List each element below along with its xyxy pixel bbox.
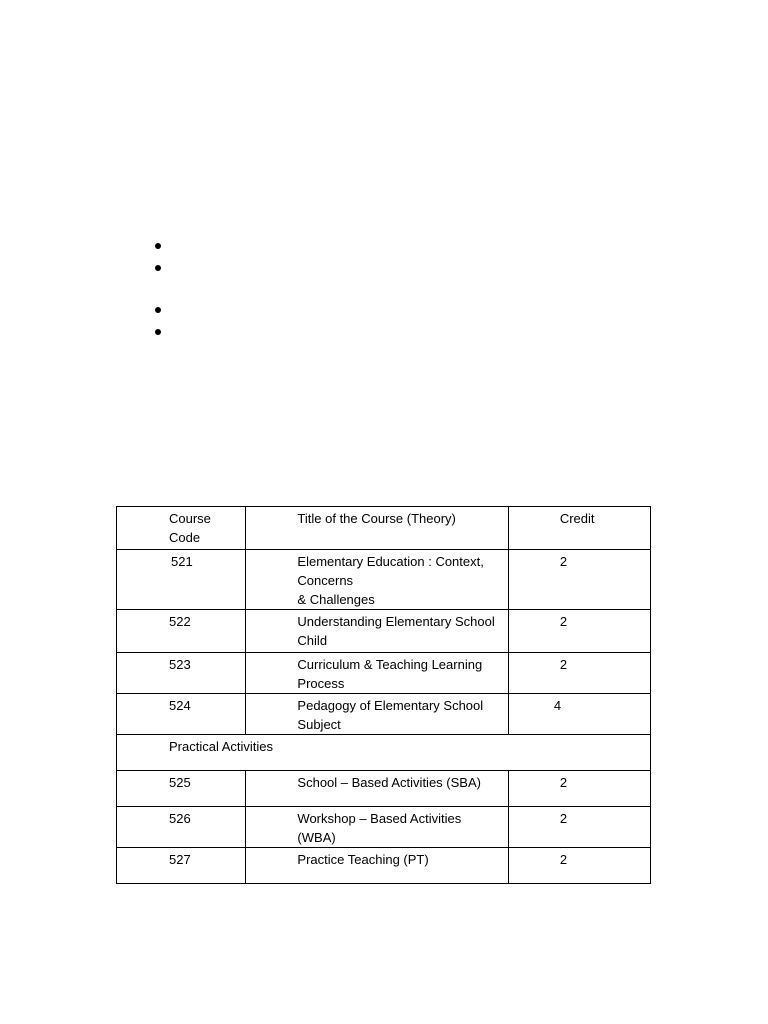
table-header-row	[117, 507, 651, 550]
table-row	[117, 807, 651, 848]
course-code-cell: 522	[117, 610, 246, 653]
credit-cell: 2	[508, 848, 650, 884]
bullet-point	[155, 307, 161, 313]
table-row	[117, 653, 651, 694]
header-course-title: Title of the Course (Theory)	[246, 507, 508, 550]
credit-cell: 4	[508, 694, 650, 735]
course-code-cell: 527	[117, 848, 246, 884]
table-row	[117, 771, 651, 807]
course-code-cell: 521	[117, 550, 246, 610]
section-row	[117, 735, 651, 771]
section-label-practical: Practical Activities	[117, 735, 651, 771]
credit-cell: 2	[508, 771, 650, 807]
bullet-point	[155, 265, 161, 271]
course-code-cell: 523	[117, 653, 246, 694]
course-title-cell: Pedagogy of Elementary School Subject	[246, 694, 508, 735]
bullet-point	[155, 329, 161, 335]
table-row	[117, 610, 651, 653]
course-title-line2: & Challenges	[297, 592, 375, 607]
course-title-cell: School – Based Activities (SBA)	[246, 771, 508, 807]
header-code-line2: Code	[169, 530, 201, 545]
course-title-cell: Understanding Elementary School Child	[246, 610, 508, 653]
table-row	[117, 550, 651, 610]
course-title-cell: Workshop – Based Activities (WBA)	[246, 807, 508, 848]
table-row	[117, 694, 651, 735]
header-credit: Credit	[508, 507, 650, 550]
course-code-cell: 524	[117, 694, 246, 735]
course-title-cell	[246, 550, 508, 610]
course-table	[116, 506, 651, 884]
course-title-cell: Practice Teaching (PT)	[246, 848, 508, 884]
header-course-code	[117, 507, 246, 550]
course-title-line1: Elementary Education : Context, Concerns	[297, 554, 484, 588]
course-code-cell: 526	[117, 807, 246, 848]
header-code-line1: Course	[169, 511, 211, 526]
credit-cell: 2	[508, 610, 650, 653]
course-code-cell: 525	[117, 771, 246, 807]
bullet-point	[155, 243, 161, 249]
course-title-cell: Curriculum & Teaching Learning Process	[246, 653, 508, 694]
credit-cell: 2	[508, 807, 650, 848]
credit-cell: 2	[508, 653, 650, 694]
credit-cell: 2	[508, 550, 650, 610]
table-row	[117, 848, 651, 884]
